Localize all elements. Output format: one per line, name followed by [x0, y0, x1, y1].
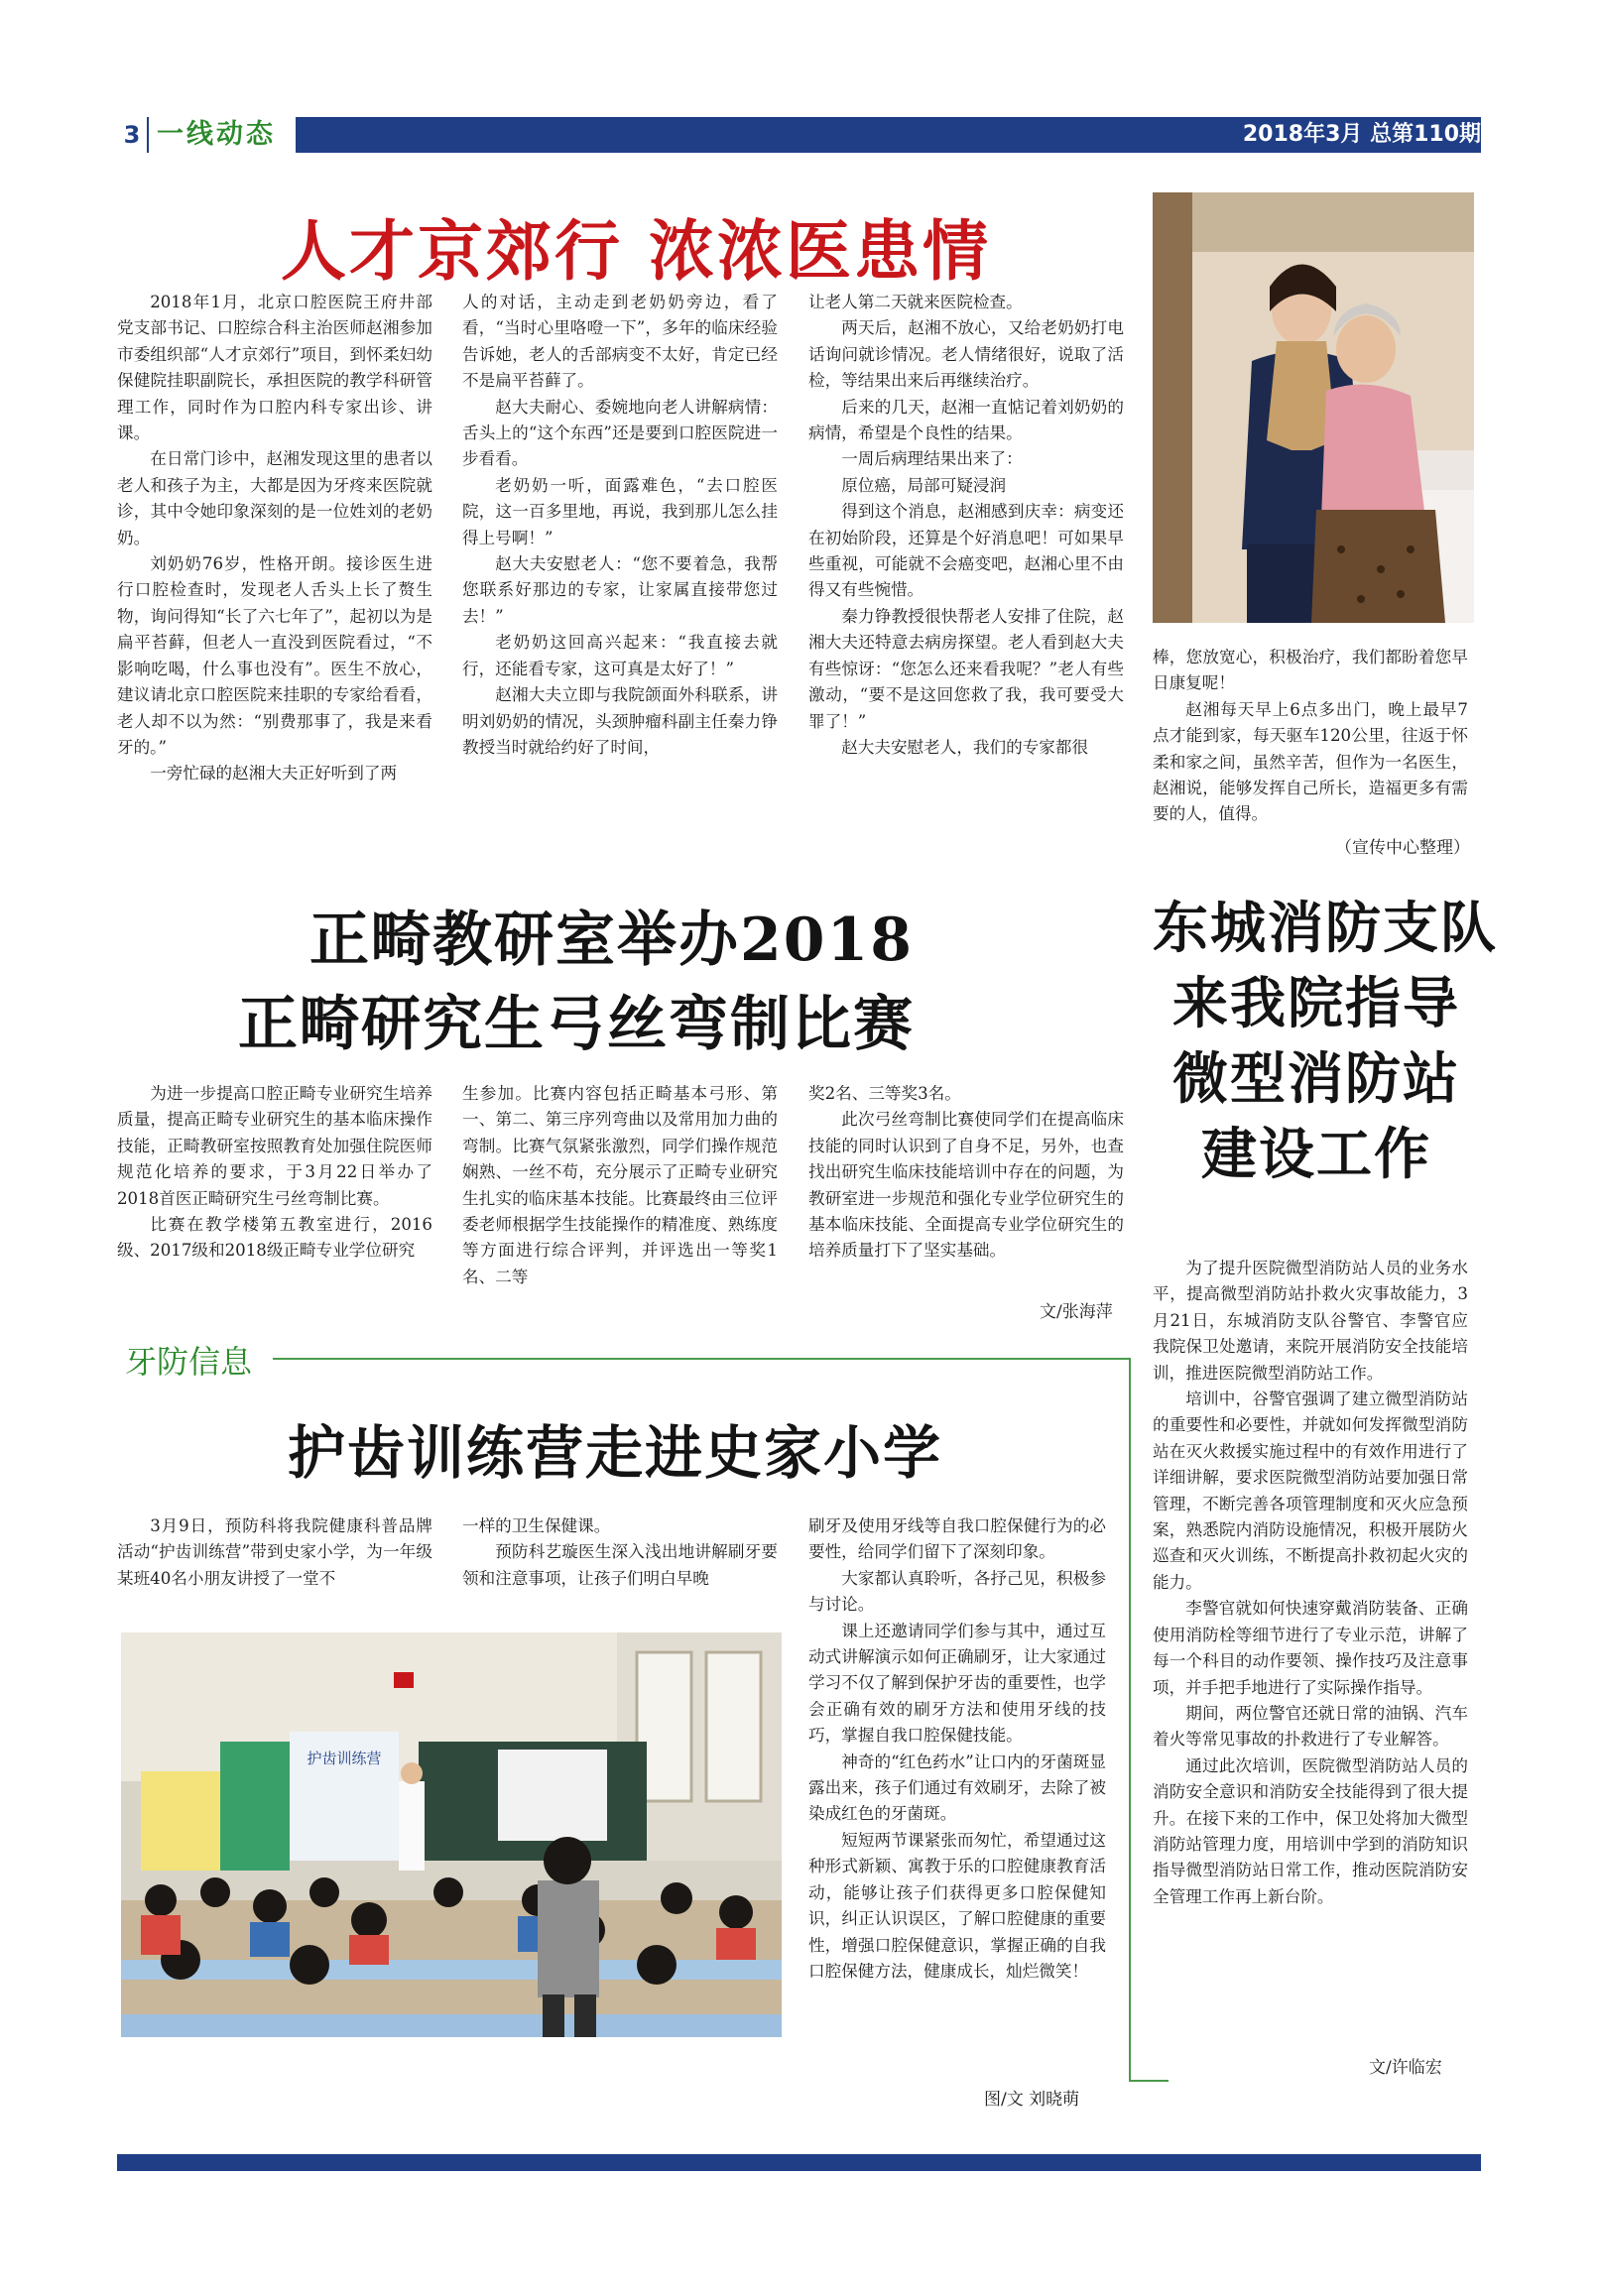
paragraph: 赵湘每天早上6点多出门，晚上最早7点才能到家，每天驱车120公里，往返于怀柔和家之间，虽然辛苦，但作为一名医生，赵湘说，能够发挥自己所长，造福更多有需要的人，值得。 — [1153, 699, 1468, 824]
article2-byline: 文/张海萍 — [1040, 1302, 1113, 1322]
article3-title-line3: 微型消防站 — [1172, 1046, 1460, 1112]
section-divider — [273, 1358, 1131, 1360]
paragraph: 短短两节课紧张而匆忙，希望通过这种形式新颖、寓教于乐的口腔健康教育活动，能够让孩子们获得更多口腔保健知识，纠正认识误区，了解口腔健康的重要性，增强口腔保健意识，掌握正确的自我口腔保健方法，健康成长，灿烂微笑！ — [808, 1830, 1106, 1981]
paragraph: 秦力铮教授很快帮老人安排了住院，赵湘大夫还特意去病房探望。老人看到赵大夫有些惊讶：“您怎么还来看我呢？”老人有些激动，“要不是这回您救了我，我可要受大罪了！” — [808, 606, 1124, 731]
paragraph: 刷牙及使用牙线等自我口腔保健行为的必要性，给同学们留下了深刻印象。 — [808, 1516, 1106, 1562]
paragraph: 2018年1月，北京口腔医院王府井部党支部书记、口腔综合科主治医师赵湘参加市委组织部“人才京郊行”项目，到怀柔妇幼保健院挂职副院长，承担医院的教学科研管理工作，同时作为口腔内科专家出诊、讲课。 — [117, 293, 432, 443]
paragraph: 刘奶奶76岁，性格开朗。接诊医生进行口腔检查时，发现老人舌头上长了赘生物，询问得知“长了六七年了”，起初以为是扁平苔藓，但老人一直没到医院看过，“不影响吃喝，什么事也没有”。医生不放心，建议请北京口腔医院来挂职的专家给看看，老人却不以为然：“别费那事了，我是来看牙的。” — [117, 554, 432, 757]
paragraph: 此次弓丝弯制比赛使同学们在提高临床技能的同时认识到了自身不足，另外，也查找出研究生临床技能培训中存在的问题，为教研室进一步规范和强化专业学位研究生的基本临床技能、全面提高专业学位研究生的培养质量打下了坚实基础。 — [808, 1110, 1124, 1261]
section-label: 牙防信息 — [125, 1343, 253, 1381]
article2-column-3 — [808, 1081, 1124, 1265]
page-number: 3 — [117, 117, 147, 153]
paragraph: 老奶奶一听，面露难色，“去口腔医院，这一百多里地，再说，我到那儿怎么挂得上号啊！” — [462, 475, 778, 547]
section-border-tick — [1129, 2080, 1169, 2082]
paragraph: 原位癌，局部可疑浸润 — [841, 475, 1007, 495]
doctor-patient-photo — [1153, 192, 1474, 623]
paragraph: 老奶奶这回高兴起来：“我直接去就行，还能看专家，这可真是太好了！” — [462, 633, 778, 678]
paragraph: 赵大夫耐心、委婉地向老人讲解病情：舌头上的“这个东西”还是要到口腔医院进一步看看。 — [462, 397, 778, 469]
article3-title-line2: 来我院指导 — [1172, 971, 1460, 1036]
article4-title: 护齿训练营走进史家小学 — [288, 1419, 943, 1487]
article4-column-1 — [117, 1513, 432, 1592]
article3-title-line1: 东城消防支队 — [1153, 896, 1498, 961]
photo-board-text: 护齿训练营 — [307, 1750, 382, 1767]
article2-title-line2: 正畸研究生弓丝弯制比赛 — [238, 990, 915, 1059]
article2-column-1 — [117, 1081, 432, 1265]
paragraph: 赵大夫安慰老人，我们的专家都很 — [841, 737, 1089, 757]
paragraph: 棒，您放宽心，积极治疗，我们都盼着您早日康复呢！ — [1153, 648, 1468, 693]
paragraph: 赵大夫安慰老人：“您不要着急，我帮您联系好那边的专家，让家属直接带您过去！” — [462, 554, 778, 626]
paragraph: 为了提升医院微型消防站人员的业务水平，提高微型消防站扑救火灾事故能力，3月21日，东城消防支队谷警官、李警官应我院保卫处邀请，来院开展消防安全技能培训，推进医院微型消防站工作。 — [1153, 1259, 1468, 1383]
paragraph: 比赛在教学楼第五教室进行，2016级、2017级和2018级正畸专业学位研究 — [117, 1215, 432, 1261]
article3-title — [1153, 891, 1498, 1192]
article1-title: 人才京郊行 浓浓医患情 — [281, 212, 991, 290]
paragraph: 两天后，赵湘不放心，又给老奶奶打电话询问就诊情况。老人情绪很好，说取了活检，等结果出来后再继续治疗。 — [808, 318, 1124, 391]
paragraph: 一周后病理结果出来了： — [841, 449, 1023, 469]
paragraph: 期间，两位警官还就日常的油锅、汽车着火等常见事故的扑救进行了专业解答。 — [1153, 1703, 1468, 1750]
paragraph: 让老人第二天就来医院检查。 — [808, 293, 1023, 311]
section-name: 一线动态 — [149, 117, 296, 153]
paragraph: 人的对话，主动走到老奶奶旁边，看了看，“当时心里咯噔一下”，多年的临床经验告诉她，老人的舌部病变不太好，肯定已经不是扁平苔藓了。 — [462, 293, 778, 391]
article4-byline: 图/文 刘晓萌 — [984, 2090, 1080, 2110]
article1-byline: （宣传中心整理） — [1335, 838, 1470, 858]
article4-column-2 — [462, 1513, 778, 1592]
paragraph: 3月9日，预防科将我院健康科普品牌活动“护齿训练营”带到史家小学，为一年级某班40名小朋友讲授了一堂不 — [117, 1516, 432, 1588]
article1-column-1 — [117, 290, 432, 787]
article3-body — [1153, 1256, 1468, 1910]
paragraph: 一旁忙碌的赵湘大夫正好听到了两 — [150, 764, 398, 784]
paragraph: 生参加。比赛内容包括正畸基本弓形、第一、第二、第三序列弯曲以及常用加力曲的弯制。比赛气氛紧张激烈，同学们操作规范娴熟、一丝不苟，充分展示了正畸专业研究生扎实的临床基本技能。比赛最终由三位评委老师根据学生技能操作的精准度、熟练度等方面进行综合评判，并评选出一等奖1名、二等 — [462, 1084, 778, 1286]
paragraph: 为进一步提高口腔正畸专业研究生培养质量，提高正畸专业研究生的基本临床操作技能，正畸教研室按照教育处加强住院医师规范化培养的要求，于3月22日举办了2018首医正畸研究生弓丝弯制比赛。 — [117, 1084, 432, 1208]
paragraph: 奖2名、三等奖3名。 — [808, 1084, 961, 1103]
paragraph: 赵湘大夫立即与我院颌面外科联系，讲明刘奶奶的情况，头颈肿瘤科副主任秦力铮教授当时就给约好了时间， — [462, 685, 778, 757]
paragraph: 神奇的“红色药水”让口内的牙菌斑显露出来，孩子们通过有效刷牙，去除了被染成红色的牙菌斑。 — [808, 1752, 1106, 1824]
footer-bar — [117, 2154, 1481, 2171]
article2-column-2 — [462, 1081, 778, 1290]
article1-column-3 — [808, 290, 1124, 761]
paragraph: 培训中，谷警官强调了建立微型消防站的重要性和必要性，并就如何发挥微型消防站在灭火救援实施过程中的有效作用进行了详细讲解，要求医院微型消防站要加强日常管理，不断完善各项管理制度和灭火应急预案，熟悉院内消防设施情况，积极开展防火巡查和灭火训练，不断提高扑救初起火灾的能力。 — [1153, 1390, 1468, 1592]
paragraph: 课上还邀请同学们参与其中，通过互动式讲解演示如何正确刷牙，让大家通过学习不仅了解到保护牙齿的重要性，也学会正确有效的刷牙方法和使用牙线的技巧，掌握自我口腔保健技能。 — [808, 1621, 1106, 1746]
section-border-right — [1129, 1358, 1131, 2082]
paragraph: 在日常门诊中，赵湘发现这里的患者以老人和孩子为主，大都是因为牙疼来医院就诊，其中令她印象深刻的是一位姓刘的老奶奶。 — [117, 449, 432, 547]
article4-column-3 — [808, 1513, 1106, 1985]
article2-title-line1: 正畸教研室举办2018 — [309, 906, 914, 975]
paragraph: 李警官就如何快速穿戴消防装备、正确使用消防栓等细节进行了专业示范，讲解了每一个科目的动作要领、操作技巧及注意事项，并手把手地进行了实际操作指导。 — [1153, 1599, 1468, 1697]
issue-info: 2018年3月 总第110期 — [1242, 122, 1481, 147]
article3-byline: 文/许临宏 — [1369, 2058, 1442, 2078]
paragraph: 后来的几天，赵湘一直惦记着刘奶奶的病情，希望是个良性的结果。 — [808, 397, 1124, 443]
classroom-photo — [121, 1632, 782, 2037]
article3-title-line4: 建设工作 — [1201, 1122, 1431, 1187]
article1-column-4 — [1153, 645, 1468, 828]
paragraph: 通过此次培训，医院微型消防站人员的消防安全意识和消防安全技能得到了很大提升。在接下来的工作中，保卫处将加大微型消防站管理力度，用培训中学到的消防知识指导微型消防站日常工作，推动医院消防安全管理工作再上新台阶。 — [1153, 1755, 1468, 1906]
article1-column-2 — [462, 290, 778, 761]
paragraph: 一样的卫生保健课。 — [462, 1516, 611, 1535]
paragraph: 大家都认真聆听，各抒己见，积极参与讨论。 — [808, 1568, 1106, 1615]
paragraph: 得到这个消息，赵湘感到庆幸：病变还在初始阶段，还算是个好消息吧！可如果早些重视，可能就不会癌变吧，赵湘心里不由得又有些惋惜。 — [808, 502, 1124, 600]
paragraph: 预防科艺璇医生深入浅出地讲解刷牙要领和注意事项，让孩子们明白早晚 — [462, 1542, 778, 1588]
